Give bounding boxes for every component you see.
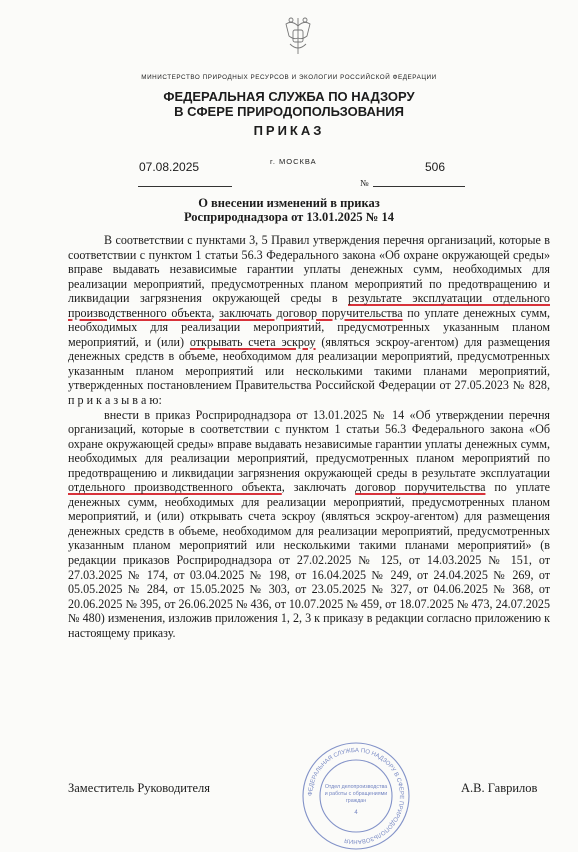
stamp-line2: и работы с обращениями xyxy=(324,791,388,797)
highlighted-phrase: открывать счета эскроу xyxy=(189,334,316,349)
text-run: по уплате денежных сумм, необходимых для реализации мероприятий, предусмотренных планом мероприятий, и (или) открывать счета эскроу (являться эскроу-агентом) для размещения денежных средств в объеме, необходимом для реализации мероприятий, предусмотренных указанным планом мероприятий или несколькими такими планами мероприятий» (в редакции приказов Росприроднадзора от 27.02.2025 № 125, от 14.03.2025 № 151, от 27.03.2025 № 174, от 03.04.2025 № 198, от 16.04.2025 № 249, от 24.04.2025 № 269, от 05.05.2025 № 284, от 15.05.2025 № 303, от 23.05.2025 № 327, от 04.06.2025 № 368, от 20.06.2025 № 395, от 26.06.2025 № 436, от 10.07.2025 № 459, от 18.07.2025 № 473, 24.07.2025 № 480) изменения, изложив приложения 1, 2, 3 к приказу в редакции согласно приложению к настоящему приказу. xyxy=(68,480,551,640)
paragraph-preamble xyxy=(68,233,550,408)
stamp-line1: Отдел делопроизводства xyxy=(324,784,388,790)
order-date: 07.08.2025 xyxy=(139,160,200,174)
signatory-name: А.В. Гаврилов xyxy=(461,781,538,795)
text-run: В соответствии с пунктами 3, 5 Правил утверждения перечня организаций, которые в соответствии с пунктом 1 статьи 56.3 Федерального закона «Об охране окружающей среды» вправе выдавать независимые гарантии уплаты денежных сумм, необходимых для реализации мероприятий, предусмотренных планом мероприятий по предотвращению и ликвидации загрязнения окружающей среды в xyxy=(68,233,550,306)
number-sign: № xyxy=(360,178,369,188)
stamp-number: 4 xyxy=(354,810,358,816)
order-number: 506 xyxy=(425,160,446,174)
stamp-line3: граждан xyxy=(345,798,367,804)
number-underline xyxy=(373,186,465,187)
text-run: внести в приказ Росприроднадзора от 13.01.2025 № 14 «Об утверждении перечня организаций, которые в соответствии с пунктом 1 статьи 56.3 Федерального закона «Об охране окружающей среды» вправе выдавать независимые гарантии уплаты денежных сумм, необходимых для реализации мероприятий, предусмотренных планом мероприятий по предотвращению и ликвидации загрязнения окружающей среды в результате эксплуатации xyxy=(68,407,550,480)
text-run: (являться эскроу-агентом) для размещения денежных средств в объеме, необходимом для реализации мероприятий, предусмотренных указанным планом мероприятий или несколькими такими планами мероприятий, утвержденных постановлением Правительства Российской Федерации от 27.05.2023 № 828, п р и к а з ы в а ю: xyxy=(68,334,551,408)
order-city: г. МОСКВА xyxy=(270,157,317,166)
coat-of-arms-icon xyxy=(280,14,316,58)
ministry-name: МИНИСТЕРСТВО ПРИРОДНЫХ РЕСУРСОВ И ЭКОЛОГИИ РОССИЙСКОЙ ФЕДЕРАЦИИ xyxy=(141,74,437,81)
paragraph-order xyxy=(68,408,550,641)
document-type: ПРИКАЗ xyxy=(253,123,325,138)
highlighted-phrase: договор поручительства xyxy=(355,480,486,495)
subject-line2: Росприроднадзора от 13.01.2025 № 14 xyxy=(183,210,394,224)
registration-stamp xyxy=(300,740,412,852)
agency-name-line1: ФЕДЕРАЛЬНАЯ СЛУЖБА ПО НАДЗОРУ xyxy=(163,89,415,104)
highlighted-phrase: отдельного производственного объекта xyxy=(68,480,282,495)
stamp-ring-text: ФЕДЕРАЛЬНАЯ СЛУЖБА ПО НАДЗОРУ В СФЕРЕ ПРИРОДОПОЛЬЗОВАНИЯ xyxy=(307,747,405,845)
subject-line1: О внесении изменений в приказ xyxy=(198,196,380,210)
order-body xyxy=(68,233,550,640)
text-run: , заключать xyxy=(281,480,356,495)
agency-name xyxy=(0,89,578,119)
text-run: по уплате денежных сумм, необходимых для реализации мероприятий, предусмотренных указанным планом мероприятий, и (или) xyxy=(68,305,551,349)
highlighted-phrase: результате эксплуатации отдельного производственного объекта xyxy=(68,291,550,320)
order-subject xyxy=(0,196,578,224)
highlighted-phrase: заключать договор поручительства xyxy=(219,305,403,320)
text-run: , xyxy=(211,305,220,320)
date-underline xyxy=(138,186,232,187)
agency-name-line2: В СФЕРЕ ПРИРОДОПОЛЬЗОВАНИЯ xyxy=(174,104,404,119)
signatory-role: Заместитель Руководителя xyxy=(68,781,210,795)
